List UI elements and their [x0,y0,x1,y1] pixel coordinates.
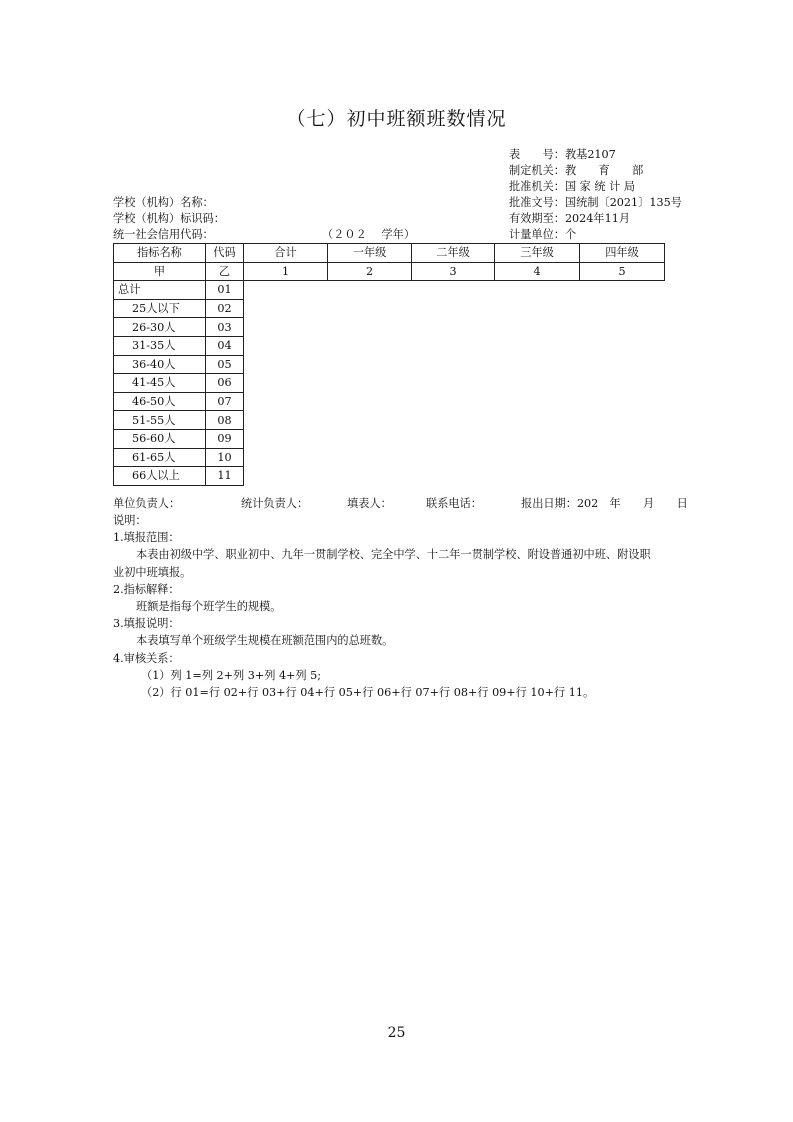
maker-agency: 制定机关：教 育 部 [509,164,644,177]
row-code: 07 [206,392,244,411]
row-code: 10 [206,448,244,467]
section-text: （1）列 1=列 2+列 3+列 4+列 5; [141,668,322,682]
row-code: 03 [206,318,244,337]
row-name: 36-40人 [114,355,206,374]
notes-heading: 说明： [113,514,147,527]
data-area [244,281,665,486]
subheader-cell: 3 [412,262,495,281]
row-code: 05 [206,355,244,374]
table-header-row [114,244,665,263]
row-name: 61-65人 [114,448,206,467]
valid-until: 有效期至：2024年11月 [509,212,631,225]
filler-label: 填表人： [347,497,392,510]
approval-number: 批准文号：国统制〔2021〕135号 [509,196,682,209]
section-title: 1.填报范围： [113,531,180,545]
form-number: 表 号：教基2107 [509,148,616,161]
header-cell: 三年级 [495,244,580,263]
row-code: 01 [206,281,244,300]
measure-unit: 计量单位：个 [509,228,577,241]
row-name: 41-45人 [114,374,206,393]
row-name: 56-60人 [114,429,206,448]
row-name: 46-50人 [114,392,206,411]
subheader-cell: 2 [328,262,412,281]
subheader-cell: 5 [580,262,665,281]
school-name-label: 学校（机构）名称： [113,196,214,209]
section-text: （2）行 01=行 02+行 03+行 04+行 05+行 06+行 07+行 08+行 09+行 10+行 11。 [141,686,595,700]
credit-code-label: 统一社会信用代码： [113,228,214,241]
notes-section [113,512,673,701]
row-code: 02 [206,299,244,318]
header-cell: 四年级 [580,244,665,263]
row-code: 11 [206,467,244,486]
section-text: 本表由初级中学、职业初中、九年一贯制学校、完全中学、十二年一贯制学校、附设普通初中班、附设职 [136,548,651,562]
section-title: 3.填报说明： [113,617,180,631]
subheader-cell: 4 [495,262,580,281]
row-name: 26-30人 [114,318,206,337]
row-code: 08 [206,411,244,430]
row-code: 06 [206,374,244,393]
school-id-label: 学校（机构）标识码： [113,212,225,225]
section-text: 业初中班填报。 [113,565,192,579]
header-cell: 合计 [244,244,328,263]
row-name: 25人以下 [114,299,206,318]
approver-agency: 批准机关：国 家 统 计 局 [509,180,636,193]
page-title: （七）初中班额班数情况 [286,108,507,130]
stat-head-label: 统计负责人： [241,497,309,510]
row-code: 04 [206,336,244,355]
school-year: （２０２ 学年） [322,228,416,241]
section-title: 2.指标解释： [113,582,180,596]
table-subheader-row [114,262,665,281]
subheader-cell: 甲 [114,262,206,281]
section-text: 班额是指每个班学生的规模。 [136,600,282,614]
row-name: 总计 [114,281,206,300]
row-code: 09 [206,429,244,448]
phone-label: 联系电话： [426,497,482,510]
subheader-cell: 1 [244,262,328,281]
table-row [114,281,665,300]
header-cell: 指标名称 [114,244,206,263]
row-name: 31-35人 [114,336,206,355]
row-name: 66人以上 [114,467,206,486]
unit-head-label: 单位负责人： [113,497,181,510]
header-cell: 代码 [206,244,244,263]
page-number: 25 [387,1025,406,1041]
header-cell: 一年级 [328,244,412,263]
section-text: 本表填写单个班级学生规模在班额范围内的总班数。 [136,634,394,648]
row-name: 51-55人 [114,411,206,430]
class-size-table [113,243,665,486]
subheader-cell: 乙 [206,262,244,281]
report-date-label: 报出日期：202 年 月 日 [521,497,688,510]
section-title: 4.审核关系： [113,651,180,665]
header-cell: 二年级 [412,244,495,263]
